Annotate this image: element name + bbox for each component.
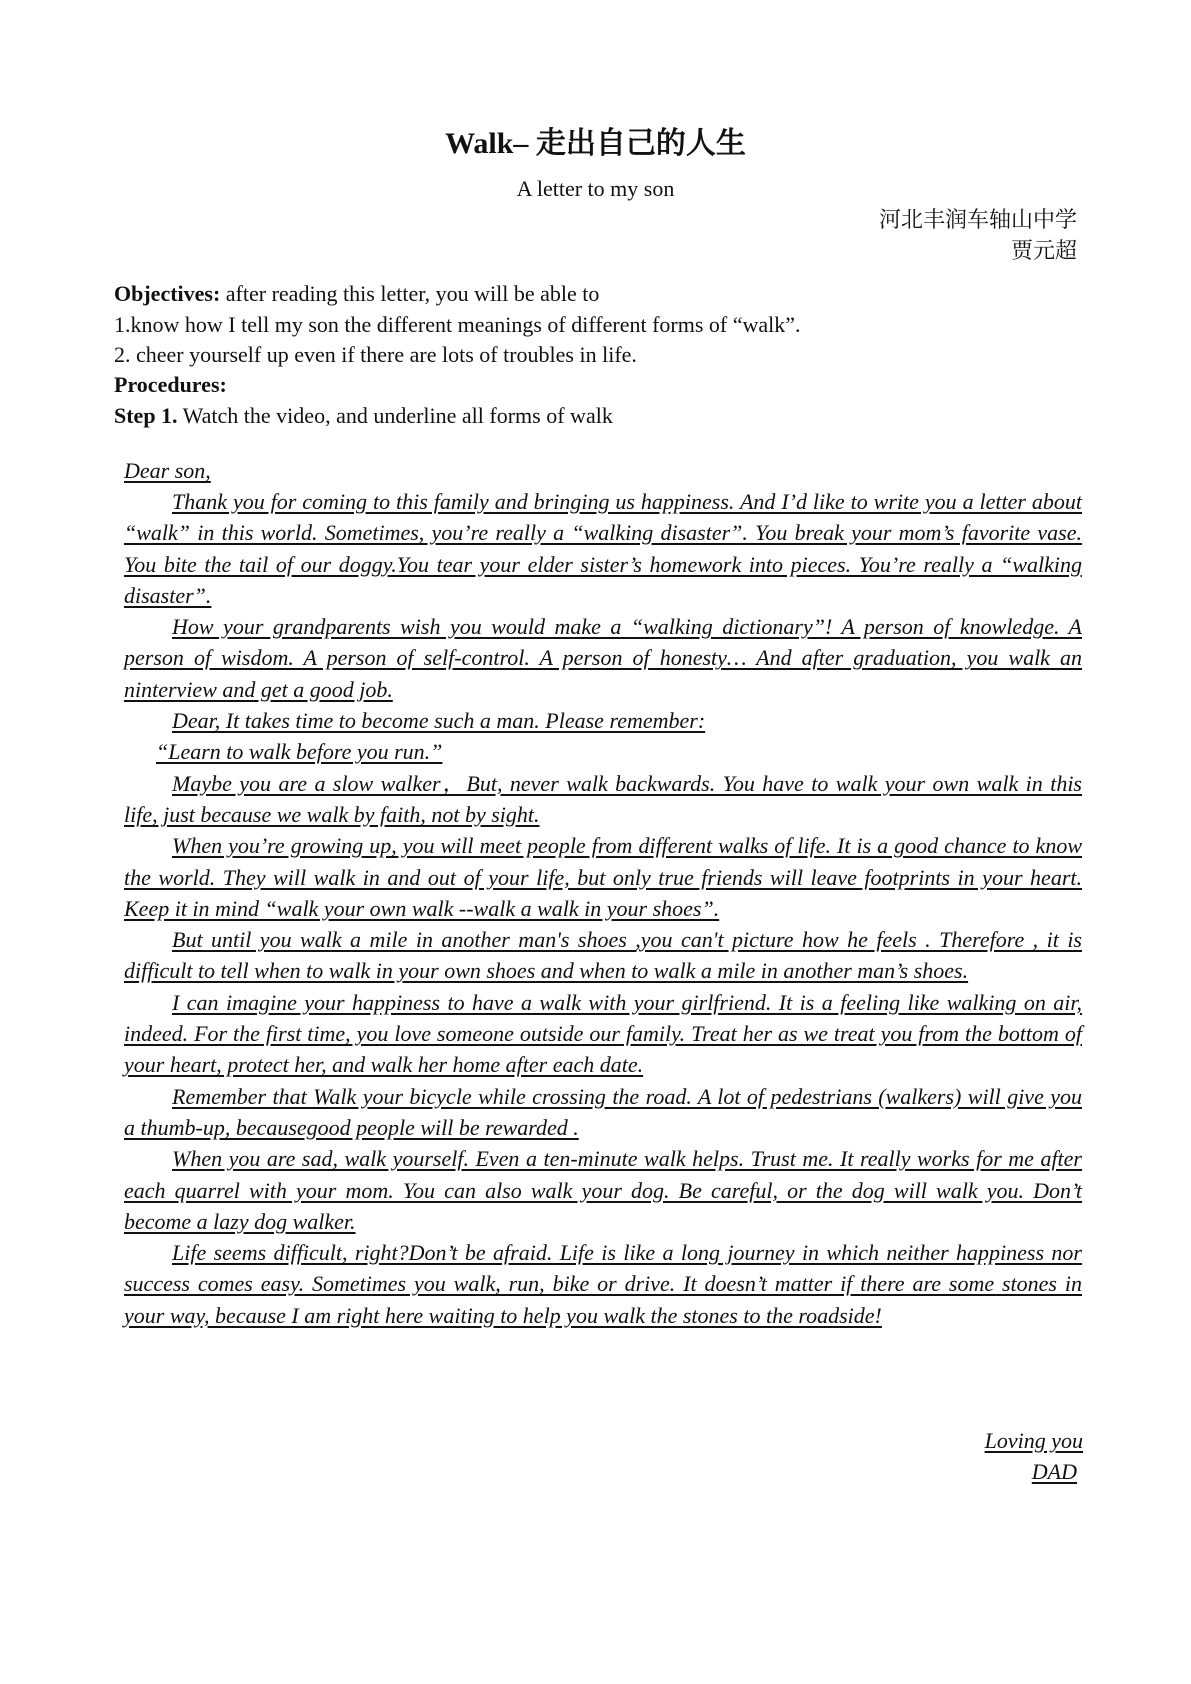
- letter-closing: Loving you: [984, 1428, 1083, 1453]
- letter-paragraph: When you’re growing up, you will meet people from different walks of life. It is a good chance to know the world. They will walk in and out of your life, but only true friends will leave footprints in your heart. Keep it in mind “walk your own walk --walk a walk in your shoes”.: [124, 833, 1082, 921]
- author-school: 河北丰润车轴山中学: [878, 207, 1077, 232]
- author-name: 贾元超: [1010, 238, 1077, 263]
- objectives-label: Objectives:: [114, 281, 221, 306]
- letter-paragraph: Life seems difficult, right?Don’t be afraid. Life is like a long journey in which neither happiness nor success comes easy. Sometimes you walk, run, bike or drive. It doesn’t matter if there are some stones in your way, because I am right here waiting to help you walk the stones to the roadside!: [124, 1240, 1082, 1328]
- procedures-label: Procedures:: [114, 372, 227, 397]
- letter-paragraph: Remember that Walk your bicycle while crossing the road. A lot of pedestrians (walkers) will give you a thumb-up, becausegood people will be rewarded .: [124, 1083, 1082, 1140]
- letter-salutation: Dear son,: [124, 458, 211, 483]
- step-1-text: Watch the video, and underline all forms of walk: [177, 403, 613, 428]
- letter-signature: DAD: [1031, 1459, 1077, 1484]
- letter-paragraph: I can imagine your happiness to have a walk with your girlfriend. It is a feeling like walking on air, indeed. For the first time, you love someone outside our family. Treat her as we treat you from the bottom of your heart, protect her, and walk her home after each date.: [124, 989, 1082, 1078]
- letter-paragraph: But until you walk a mile in another man's shoes ,you can't picture how he feels . Therefore , it is difficult to tell when to walk in your own shoes and when to walk a mile in another man’s shoes.: [124, 927, 1082, 984]
- letter-body: [124, 486, 1082, 1331]
- page-subtitle: A letter to my son: [516, 176, 675, 201]
- letter-paragraph: How your grandparents wish you would make a “walking dictionary”! A person of knowledge. A person of wisdom. A person of self-control. A person of honesty… And after graduation, you walk an ninterview and get a good job.: [124, 614, 1082, 702]
- step-1-label: Step 1.: [114, 403, 178, 428]
- letter-quote: “Learn to walk before you run.”: [156, 739, 443, 765]
- letter-paragraph: When you are sad, walk yourself. Even a ten-minute walk helps. Trust me. It really works for me after each quarrel with your mom. You can also walk your dog. Be careful, or the dog will walk you. Don’t become a lazy dog walker.: [124, 1146, 1082, 1234]
- letter-paragraph: Dear, It takes time to become such a man. Please remember:: [172, 708, 706, 734]
- objectives-intro: after reading this letter, you will be able to: [220, 281, 600, 306]
- step-1-line: [114, 400, 613, 431]
- letter-paragraph: Maybe you are a slow walker，But, never walk backwards. You have to walk your own walk in this life, just because we walk by faith, not by sight.: [124, 770, 1082, 827]
- objectives-line: [114, 278, 599, 309]
- letter-paragraph: Thank you for coming to this family and bringing us happiness. And I’d like to write you a letter about “walk” in this world. Sometimes, you’re really a “walking disaster”. You break your mom’s favorite vase. You bite the tail of our doggy.You tear your elder sister’s homework into pieces. You’re really a “walking disaster”.: [124, 489, 1082, 608]
- objective-item-2: 2. cheer yourself up even if there are lots of troubles in life.: [114, 342, 637, 367]
- page-title: Walk– 走出自己的人生: [445, 127, 746, 160]
- objective-item-1: 1.know how I tell my son the different meanings of different forms of “walk”.: [114, 312, 801, 337]
